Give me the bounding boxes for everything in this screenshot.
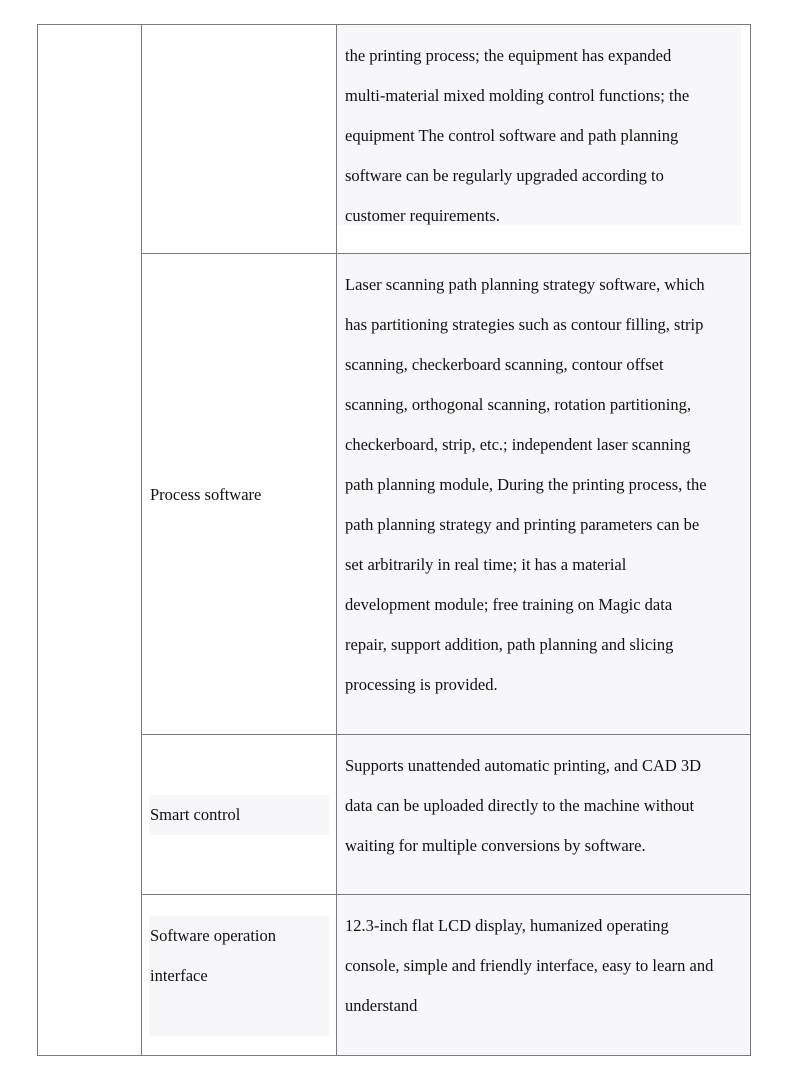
row-1-line-4: software can be regularly upgraded according to <box>345 166 664 185</box>
row-1-line-5: customer requirements. <box>345 206 500 225</box>
row-2-line-5: checkerboard, strip, etc.; independent laser scanning <box>345 435 691 454</box>
column-divider-1 <box>141 25 142 1055</box>
row-2-line-10: repair, support addition, path planning and slicing <box>345 635 674 654</box>
row-3-line-1: Supports unattended automatic printing, and CAD 3D <box>345 756 702 775</box>
row-2-description <box>337 254 750 734</box>
row-1-line-1: the printing process; the equipment has expanded <box>345 46 672 65</box>
row-4-line-3: understand <box>345 996 418 1015</box>
row-4-line-1: 12.3-inch flat LCD display, humanized operating <box>345 916 669 935</box>
process-software-label: Process software <box>150 485 262 504</box>
row-1-line-2: multi-material mixed molding control functions; the <box>345 86 690 105</box>
row-2-line-1: Laser scanning path planning strategy software, which <box>345 275 705 294</box>
row-4-line-2: console, simple and friendly interface, easy to learn and <box>345 956 714 975</box>
row-2-line-3: scanning, checkerboard scanning, contour offset <box>345 355 664 374</box>
row-1-line-3: equipment The control software and path planning <box>345 126 679 145</box>
row-2-line-8: set arbitrarily in real time; it has a material <box>345 555 627 574</box>
software-operation-label-line-2: interface <box>150 966 208 985</box>
row-3-label <box>149 795 329 835</box>
row-2-line-2: has partitioning strategies such as contour filling, strip <box>345 315 704 334</box>
row-4-label <box>149 916 329 1036</box>
row-2-line-6: path planning module, During the printing process, the <box>345 475 707 494</box>
row-2-line-7: path planning strategy and printing parameters can be <box>345 515 700 534</box>
row-2-line-9: development module; free training on Magic data <box>345 595 673 614</box>
row-2-line-4: scanning, orthogonal scanning, rotation partitioning, <box>345 395 691 414</box>
row-2-label <box>142 475 335 515</box>
row-3-line-2: data can be uploaded directly to the machine without <box>345 796 695 815</box>
row-3-line-3: waiting for multiple conversions by software. <box>345 836 646 855</box>
row-2-line-11: processing is provided. <box>345 675 498 694</box>
row-3-description <box>337 735 750 894</box>
spec-table <box>37 24 751 1056</box>
smart-control-label: Smart control <box>150 805 241 824</box>
row-1-description <box>337 25 741 225</box>
row-4-description <box>337 895 750 1055</box>
software-operation-label-line-1: Software operation <box>150 926 276 945</box>
